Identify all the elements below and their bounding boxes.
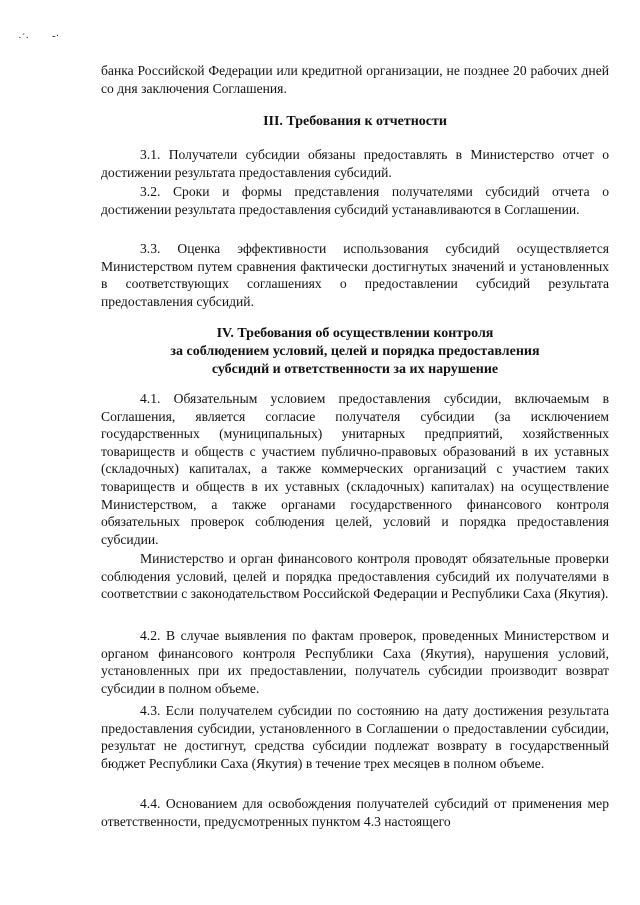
section-4-title-line-1: IV. Требования об осуществлении контроля [216, 326, 494, 341]
section-4-title-line-3: субсидий и ответственности за их нарушение [211, 362, 499, 377]
paragraph-4-3: 4.3. Если получателем субсидии по состоянию на дату достижения результата предоставления субсидии, установленного в Соглашении о предоставлении субсидии, результат не достигнут, средства субсидии подлежат возврату в государственный бюджет Республики Саха (Якутия) в течение трех месяцев в полном объеме. [101, 703, 609, 771]
section-4-heading [101, 325, 609, 379]
paragraph-4-2: 4.2. В случае выявления по фактам проверок, проведенных Министерством и органом финансового контроля Республики Саха (Якутия), нарушения условий, установленных при их предоставлении, получатель субсидии производит возврат субсидии в полном объеме. [101, 628, 609, 696]
paragraph-control-bodies: Министерство и орган финансового контроля проводят обязательные проверки соблюдения условий, целей и порядка предоставления субсидий их получателями в соответствии с законодательством Российской Федерации и Республики Саха (Якутия). [101, 551, 609, 602]
paragraph-3-1: 3.1. Получатели субсидии обязаны предоставлять в Министерство отчет о достижении результата предоставления субсидий. [101, 147, 609, 180]
scan-mark: ‑· [52, 30, 60, 42]
paragraph-3-2: 3.2. Сроки и формы представления получателями субсидий отчета о достижении результата предоставления субсидий устанавливаются в Соглашении. [101, 184, 609, 217]
paragraph-4-4: 4.4. Основанием для освобождения получателей субсидий от применения мер ответственности, предусмотренных пунктом 4.3 настоящего [101, 796, 609, 829]
section-4-title-line-2: за соблюдением условий, целей и порядка предоставления [170, 344, 540, 359]
paragraph-4-1: 4.1. Обязательным условием предоставления субсидии, включаемым в Соглашения, является согласие получателя субсидии (за исключением государственных (муниципальных) унитарных предприятий, хозяйственных товариществ и обществ с участием публично-правовых образований в их уставных (складочных) капиталах, а также коммерческих организаций с участием таких товариществ и обществ в их уставных (складочных) капиталах) на осуществление Министерством, а также органами государственного финансового контроля обязательных проверок соблюдения целей, условий и порядка предоставления субсидии. [101, 391, 609, 547]
section-3-heading [101, 113, 609, 131]
intro-paragraph: банка Российской Федерации или кредитной организации, не позднее 20 рабочих дней со дня заключения Соглашения. [101, 63, 609, 96]
paragraph-3-3: 3.3. Оценка эффективности использования субсидий осуществляется Министерством путем сравнения фактически достигнутых значений и установленных в соответствующих соглашениях о предоставлении субсидий результата предоставления субсидий. [101, 241, 609, 309]
section-3-title: III. Требования к отчетности [263, 114, 447, 129]
scan-mark: ·´· [18, 32, 29, 44]
